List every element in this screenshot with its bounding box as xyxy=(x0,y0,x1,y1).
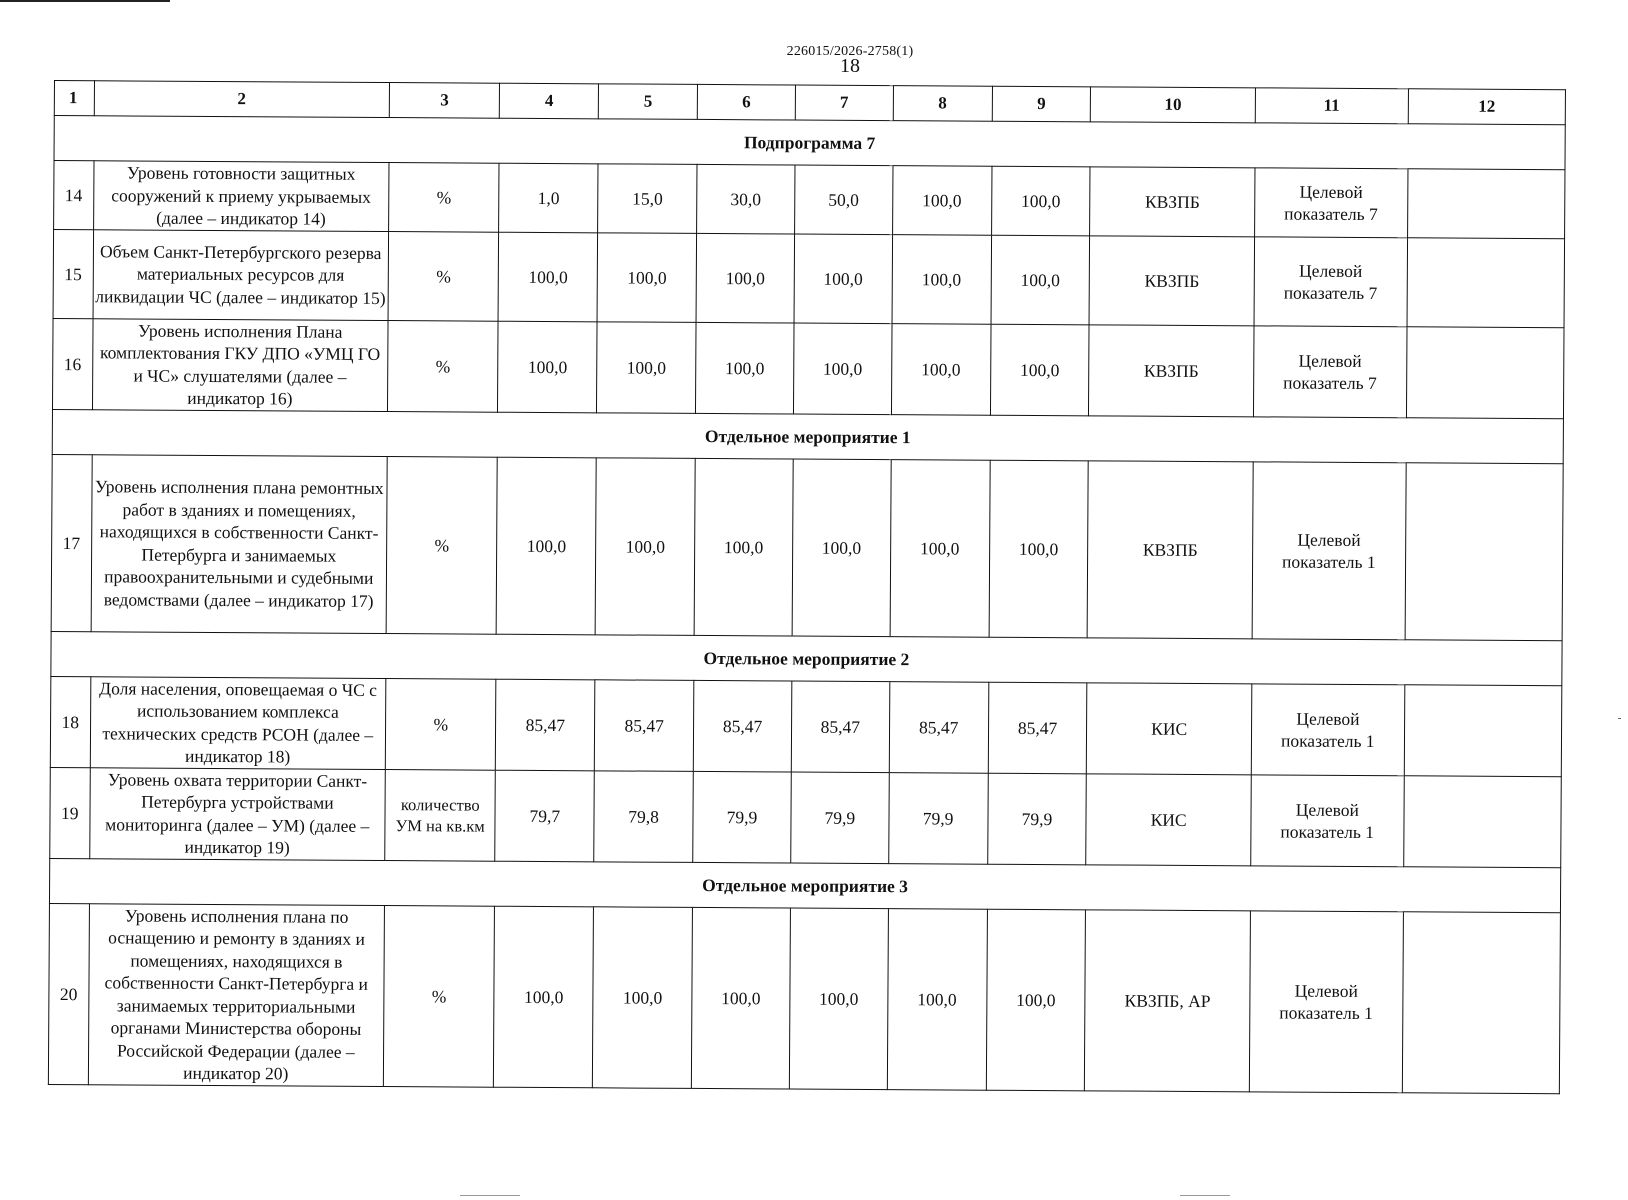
target-indicator: Целевой показатель 7 xyxy=(1253,325,1407,417)
value-col-8: 100,0 xyxy=(891,323,990,415)
note xyxy=(1407,169,1565,238)
column-header-3: 3 xyxy=(389,83,500,119)
column-header-4: 4 xyxy=(500,83,599,119)
unit: % xyxy=(388,231,499,321)
value-col-6: 79,9 xyxy=(693,771,791,863)
value-col-6: 30,0 xyxy=(697,164,795,233)
value-col-9: 100,0 xyxy=(990,324,1089,416)
table-row xyxy=(53,229,1565,327)
indicator-name: Доля населения, оповещаемая о ЧС с использованием комплекса технических средств РСОН (далее – индикатор 18) xyxy=(90,676,386,769)
indicator-name: Объем Санкт-Петербургского резерва материальных ресурсов для ликвидации ЧС (далее – индикатор 15) xyxy=(93,229,389,320)
value-col-7: 85,47 xyxy=(791,681,889,773)
value-col-7: 100,0 xyxy=(794,234,892,324)
table-row xyxy=(50,767,1562,867)
value-col-5: 100,0 xyxy=(597,232,696,322)
table-row xyxy=(50,676,1562,776)
value-col-5: 100,0 xyxy=(593,906,693,1088)
section-title: Отдельное мероприятие 2 xyxy=(51,631,1562,685)
column-header-1: 1 xyxy=(54,81,94,116)
scan-speck xyxy=(1618,718,1621,719)
value-col-4: 100,0 xyxy=(496,457,596,635)
value-col-4: 100,0 xyxy=(494,906,594,1088)
unit: % xyxy=(386,456,497,634)
column-header-7: 7 xyxy=(795,85,893,121)
scan-artifact-dash xyxy=(460,1195,520,1196)
target-indicator: Целевой показатель 7 xyxy=(1254,168,1407,237)
row-number: 20 xyxy=(48,903,89,1084)
column-header-10: 10 xyxy=(1091,87,1256,123)
target-indicator: Целевой показатель 1 xyxy=(1249,910,1403,1092)
note xyxy=(1407,237,1565,327)
scan-edge-line xyxy=(0,0,170,2)
note xyxy=(1402,911,1560,1093)
responsible: КВЗПБ xyxy=(1089,235,1254,325)
indicator-name: Уровень охвата территории Санкт-Петербурга устройствами мониторинга (далее – УМ) (далее – индикатор 19) xyxy=(89,767,385,860)
value-col-7: 100,0 xyxy=(793,323,891,415)
value-col-7: 100,0 xyxy=(792,459,891,637)
note xyxy=(1404,775,1562,867)
value-col-4: 79,7 xyxy=(495,770,594,862)
indicators-table-container xyxy=(48,80,1566,1094)
value-col-9: 100,0 xyxy=(986,909,1086,1091)
row-number: 19 xyxy=(50,767,90,858)
value-col-9: 100,0 xyxy=(991,235,1090,325)
value-col-5: 79,8 xyxy=(594,770,693,862)
note xyxy=(1406,326,1564,418)
value-col-9: 79,9 xyxy=(987,773,1086,865)
row-number: 16 xyxy=(52,318,92,409)
column-header-9: 9 xyxy=(992,86,1091,122)
value-col-4: 100,0 xyxy=(498,321,597,413)
column-header-2: 2 xyxy=(94,81,390,118)
value-col-9: 85,47 xyxy=(988,682,1087,774)
responsible: КИС xyxy=(1087,682,1252,774)
value-col-7: 79,9 xyxy=(791,772,889,864)
indicator-name: Уровень исполнения плана по оснащению и ремонту в зданиях и помещениях, находящихся в собственности Санкт-Петербурга и занимаемых территориальными органами Министерства обороны Российской Федерации (далее – индикатор 20) xyxy=(88,903,385,1086)
indicator-name: Уровень исполнения плана ремонтных работ в зданиях и помещениях, находящихся в собственности Санкт-Петербурга и занимаемых правоохранительными и судебными ведомствами (далее – индикатор 17) xyxy=(91,454,388,633)
table-row xyxy=(48,903,1560,1093)
value-col-5: 85,47 xyxy=(595,679,694,771)
unit: % xyxy=(383,905,494,1087)
value-col-4: 85,47 xyxy=(496,679,595,771)
column-header-12: 12 xyxy=(1408,89,1565,125)
row-number: 17 xyxy=(51,454,92,631)
row-number: 18 xyxy=(50,676,90,767)
value-col-8: 79,9 xyxy=(888,772,987,864)
responsible: КВЗПБ xyxy=(1090,167,1255,237)
value-col-8: 100,0 xyxy=(890,459,990,637)
value-col-4: 100,0 xyxy=(498,232,597,322)
table-row xyxy=(54,161,1565,239)
row-number: 15 xyxy=(53,229,93,318)
indicator-name: Уровень готовности защитных сооружений к приему укрываемых (далее – индикатор 14) xyxy=(93,161,389,231)
table-row xyxy=(51,454,1563,640)
value-col-5: 100,0 xyxy=(597,321,696,413)
target-indicator: Целевой показатель 1 xyxy=(1251,683,1405,775)
table-row xyxy=(52,318,1564,418)
value-col-5: 15,0 xyxy=(598,164,697,233)
responsible: КВЗПБ xyxy=(1088,460,1253,638)
section-title: Отдельное мероприятие 3 xyxy=(49,858,1560,912)
value-col-5: 100,0 xyxy=(595,457,695,635)
note xyxy=(1405,462,1563,640)
scan-artifact-dash xyxy=(1180,1195,1230,1196)
value-col-6: 85,47 xyxy=(693,680,791,772)
responsible: КИС xyxy=(1086,773,1251,865)
unit: количество УМ на кв.км xyxy=(385,769,496,861)
unit: % xyxy=(385,678,496,770)
column-header-8: 8 xyxy=(893,86,992,122)
column-header-5: 5 xyxy=(598,84,697,120)
target-indicator: Целевой показатель 1 xyxy=(1251,774,1405,866)
value-col-8: 100,0 xyxy=(892,234,991,324)
value-col-9: 100,0 xyxy=(991,166,1090,235)
note xyxy=(1404,684,1562,776)
value-col-6: 100,0 xyxy=(691,907,790,1089)
value-col-7: 50,0 xyxy=(794,165,892,234)
value-col-8: 85,47 xyxy=(889,681,988,773)
section-title: Отдельное мероприятие 1 xyxy=(52,409,1563,463)
section-title: Подпрограмма 7 xyxy=(54,116,1565,170)
row-number: 14 xyxy=(54,161,94,230)
column-header-6: 6 xyxy=(697,84,795,120)
column-header-11: 11 xyxy=(1255,88,1408,124)
unit: % xyxy=(388,320,499,412)
target-indicator: Целевой показатель 7 xyxy=(1254,236,1408,326)
indicator-name: Уровень исполнения Плана комплектования ГКУ ДПО «УМЦ ГО и ЧС» слушателями (далее – индикатор 16) xyxy=(92,318,388,411)
value-col-6: 100,0 xyxy=(694,458,793,636)
document-registration-number: 226015/2026-2758(1) xyxy=(786,44,914,59)
value-col-8: 100,0 xyxy=(892,166,991,235)
value-col-4: 1,0 xyxy=(499,163,598,232)
page-number: 18 xyxy=(840,55,860,77)
value-col-9: 100,0 xyxy=(989,460,1089,638)
value-col-7: 100,0 xyxy=(789,908,888,1090)
responsible: КВЗПБ xyxy=(1089,324,1254,416)
value-col-6: 100,0 xyxy=(696,233,794,323)
target-indicator: Целевой показатель 1 xyxy=(1252,461,1406,639)
responsible: КВЗПБ, АР xyxy=(1085,909,1251,1091)
unit: % xyxy=(389,163,500,232)
value-col-8: 100,0 xyxy=(887,908,987,1090)
indicators-table xyxy=(48,80,1566,1094)
value-col-6: 100,0 xyxy=(696,322,794,414)
